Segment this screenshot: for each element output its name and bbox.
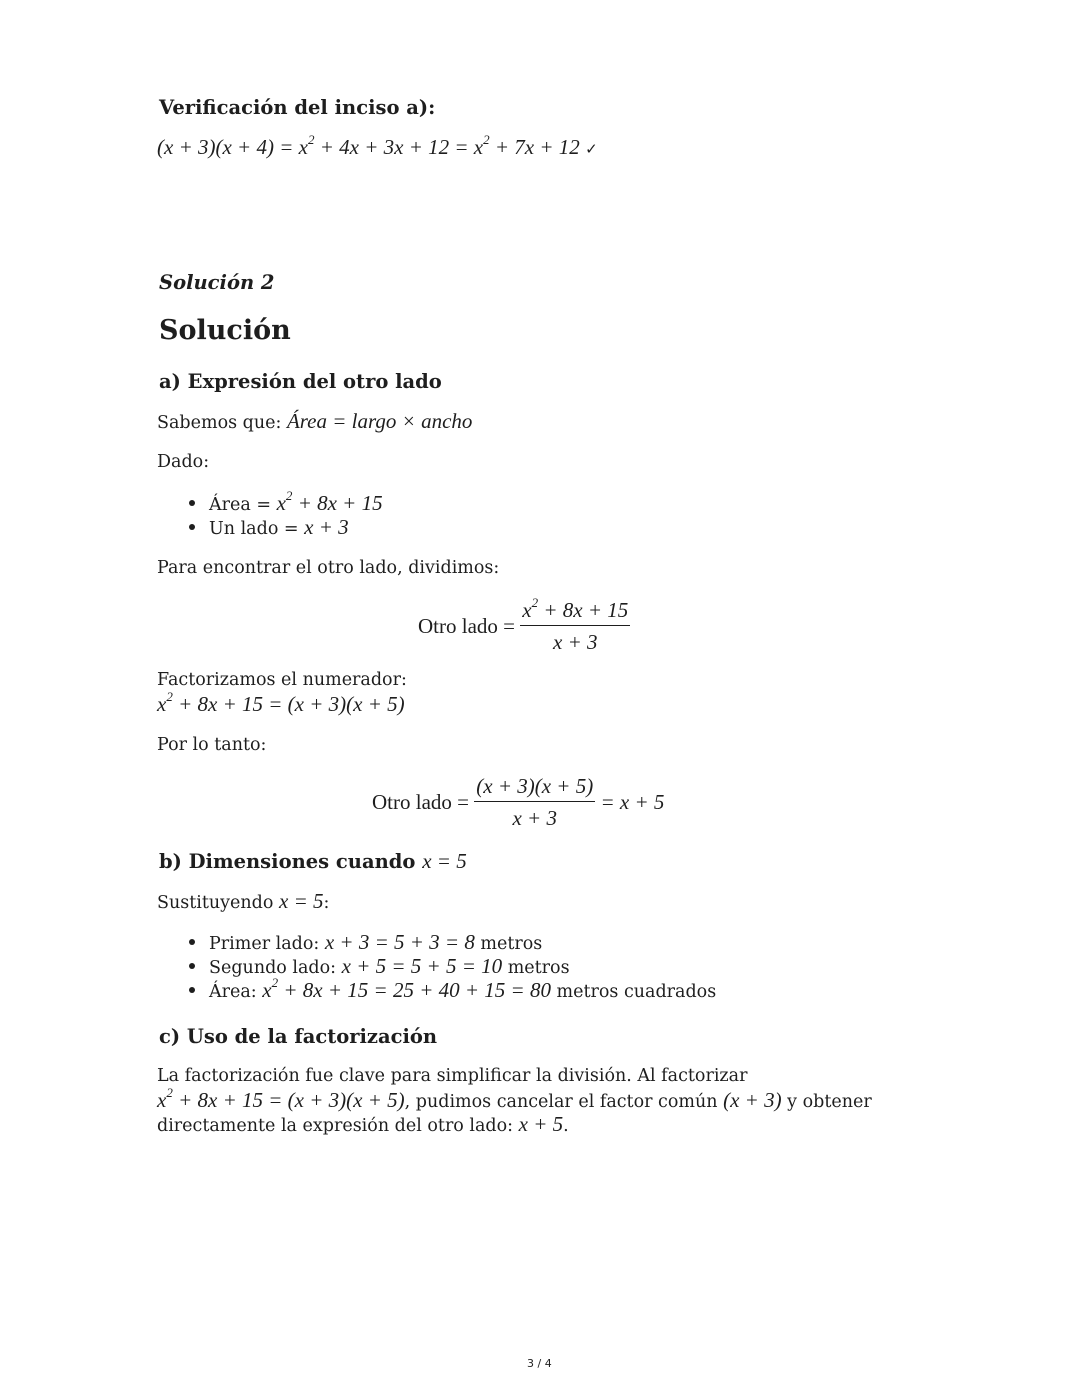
list-item: Área = $x^2 + 8x + 15$ — [209, 488, 383, 515]
therefore-label: Por lo tanto: — [157, 735, 267, 755]
known-formula: Sabemos que: Área = largo × ancho — [157, 409, 473, 433]
page-number: 3 / 4 — [527, 1357, 552, 1370]
solution-label: Solución 2 — [159, 271, 275, 294]
given-list — [209, 488, 383, 539]
list-item: Primer lado: x + 3 = 5 + 3 = 8 metros — [209, 930, 716, 954]
fraction: $\frac{x^2 + 8x + 15}{x + 3}$ — [522, 595, 629, 654]
part-a-heading: a) Expresión del otro lado — [159, 370, 442, 393]
verification-equation: $(x + 3)(x + 4) = x^2 + 4x + 3x + 12 = x^2 + 7x + 12$ ✓ — [157, 132, 598, 159]
conclusion-line-1: La factorización fue clave para simplificar la división. Al factorizar — [157, 1066, 748, 1086]
factor-equation: $x^2 + 8x + 15 = (x + 3)(x + 5)$ — [157, 689, 405, 716]
part-c-heading: c) Uso de la factorización — [159, 1025, 438, 1048]
division-equation: Otro lado = $\frac{x^2 + 8x + 15}{x + 3}$ — [418, 595, 629, 654]
conclusion-line-3: directamente la expresión del otro lado: x + 5. — [157, 1112, 569, 1136]
page-title: Solución — [159, 315, 291, 346]
fraction: $\frac{(x + 3)(x + 5)}{x + 3}$ — [476, 774, 594, 830]
part-b-heading: b) Dimensiones cuando x = 5 — [159, 849, 467, 873]
check-mark-icon: ✓ — [585, 142, 598, 158]
divide-text: Para encontrar el otro lado, dividimos: — [157, 558, 500, 578]
substitution-text: Sustituyendo x = 5: — [157, 889, 330, 913]
given-label: Dado: — [157, 452, 210, 472]
list-item: Un lado = x + 3 — [209, 515, 383, 539]
factor-label: Factorizamos el numerador: — [157, 670, 407, 690]
list-item: Área: $x^2 + 8x + 15 = 25 + 40 + 15 = 80$ metros cuadrados — [209, 975, 717, 1002]
verification-heading: Verificación del inciso a): — [159, 96, 436, 119]
list-item: Segundo lado: x + 5 = 5 + 5 = 10 metros — [209, 954, 716, 978]
simplified-equation: Otro lado = $\frac{(x + 3)(x + 5)}{x + 3}$ = x + 5 — [372, 774, 665, 830]
conclusion-line-2: $x^2 + 8x + 15 = (x + 3)(x + 5)$, pudimos cancelar el factor común (x + 3) y obtener — [157, 1085, 872, 1112]
dimensions-list — [209, 930, 716, 1002]
